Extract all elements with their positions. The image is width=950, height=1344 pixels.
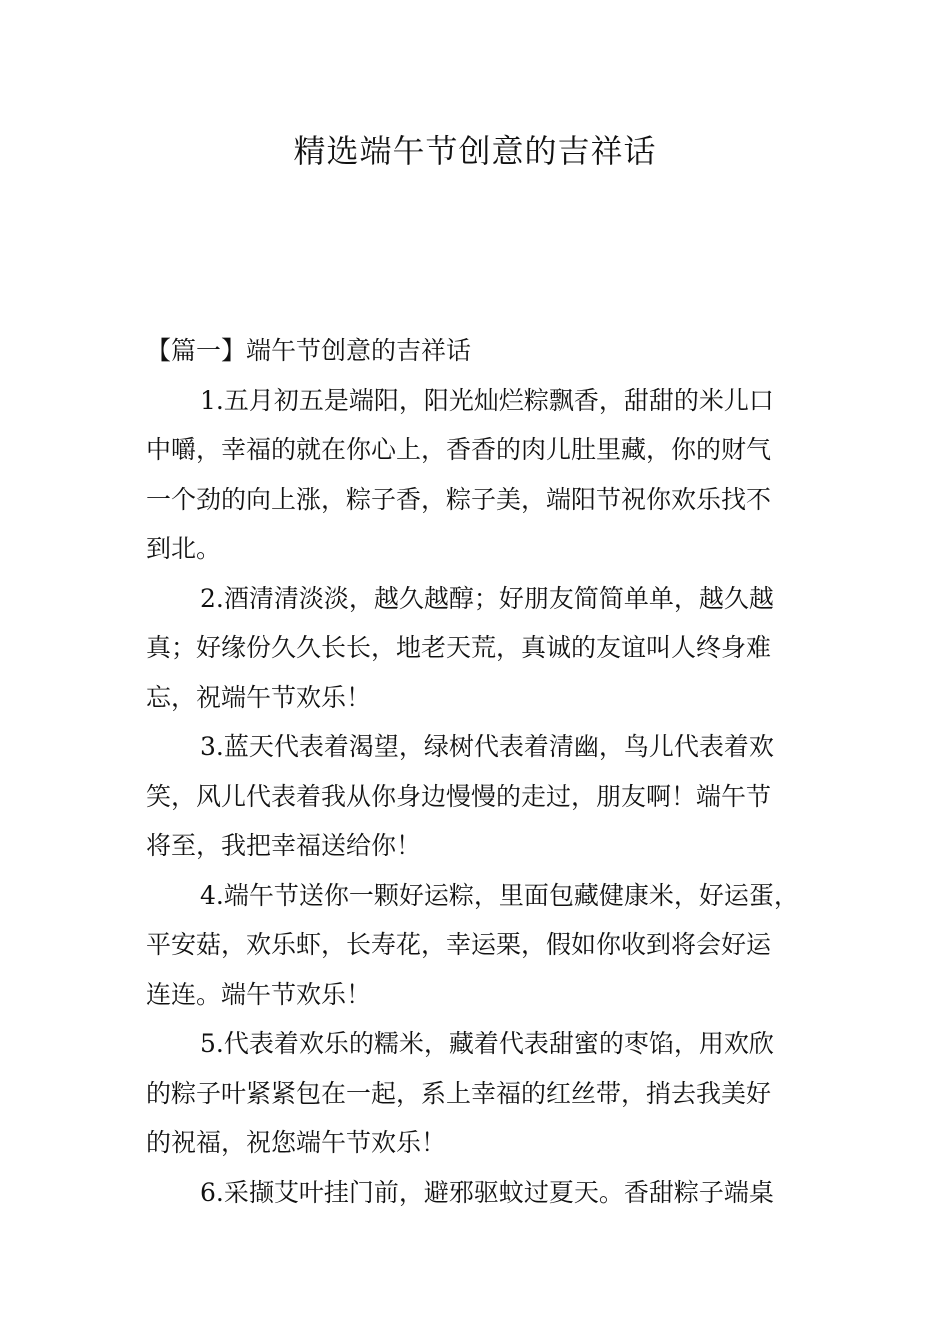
paragraph-line: 2.酒清清淡淡，越久越醇；好朋友简简单单，越久越: [200, 583, 774, 613]
paragraph-1: [146, 376, 826, 574]
paragraph-6: [146, 1168, 826, 1218]
paragraph-line: 平安菇，欢乐虾，长寿花，幸运栗，假如你收到将会好运: [146, 930, 772, 959]
document-body: [146, 326, 826, 1217]
paragraph-line: 将至，我把幸福送给你！: [146, 831, 422, 860]
paragraph-line: 1.五月初五是端阳，阳光灿烂粽飘香，甜甜的米儿口: [200, 385, 774, 415]
section-heading: 【篇一】端午节创意的吉祥话: [146, 336, 472, 365]
paragraph-line: 连连。端午节欢乐！: [146, 979, 372, 1009]
paragraph-line: 4.端午节送你一颗好运粽，里面包藏健康米，好运蛋，: [200, 880, 799, 910]
paragraph-line: 3.蓝天代表着渴望，绿树代表着清幽，鸟儿代表着欢: [200, 732, 774, 761]
paragraph-line: 6.采撷艾叶挂门前，避邪驱蚊过夏天。香甜粽子端桌: [200, 1177, 774, 1207]
paragraph-line: 到北。: [146, 534, 222, 563]
paragraph-3: [146, 722, 826, 871]
paragraph-line: 一个劲的向上涨，粽子香，粽子美，端阳节祝你欢乐找不: [146, 484, 772, 514]
paragraph-line: 5.代表着欢乐的糯米，藏着代表甜蜜的枣馅，用欢欣: [200, 1029, 774, 1058]
paragraph-5: [146, 1019, 826, 1168]
paragraph-line: 中嚼，幸福的就在你心上，香香的肉儿肚里藏，你的财气: [146, 435, 772, 464]
paragraph-2: [146, 574, 826, 723]
paragraph-line: 笑，风儿代表着我从你身边慢慢的走过，朋友啊！端午节: [146, 781, 772, 811]
paragraph-4: [146, 871, 826, 1020]
paragraph-line: 真；好缘份久久长长，地老天荒，真诚的友谊叫人终身难: [146, 633, 772, 662]
paragraph-line: 的祝福，祝您端午节欢乐！: [146, 1128, 447, 1157]
paragraph-line: 的粽子叶紧紧包在一起，系上幸福的红丝带，捎去我美好: [146, 1078, 772, 1108]
paragraph-line: 忘，祝端午节欢乐！: [146, 682, 372, 712]
document-title: 精选端午节创意的吉祥话: [293, 132, 657, 170]
